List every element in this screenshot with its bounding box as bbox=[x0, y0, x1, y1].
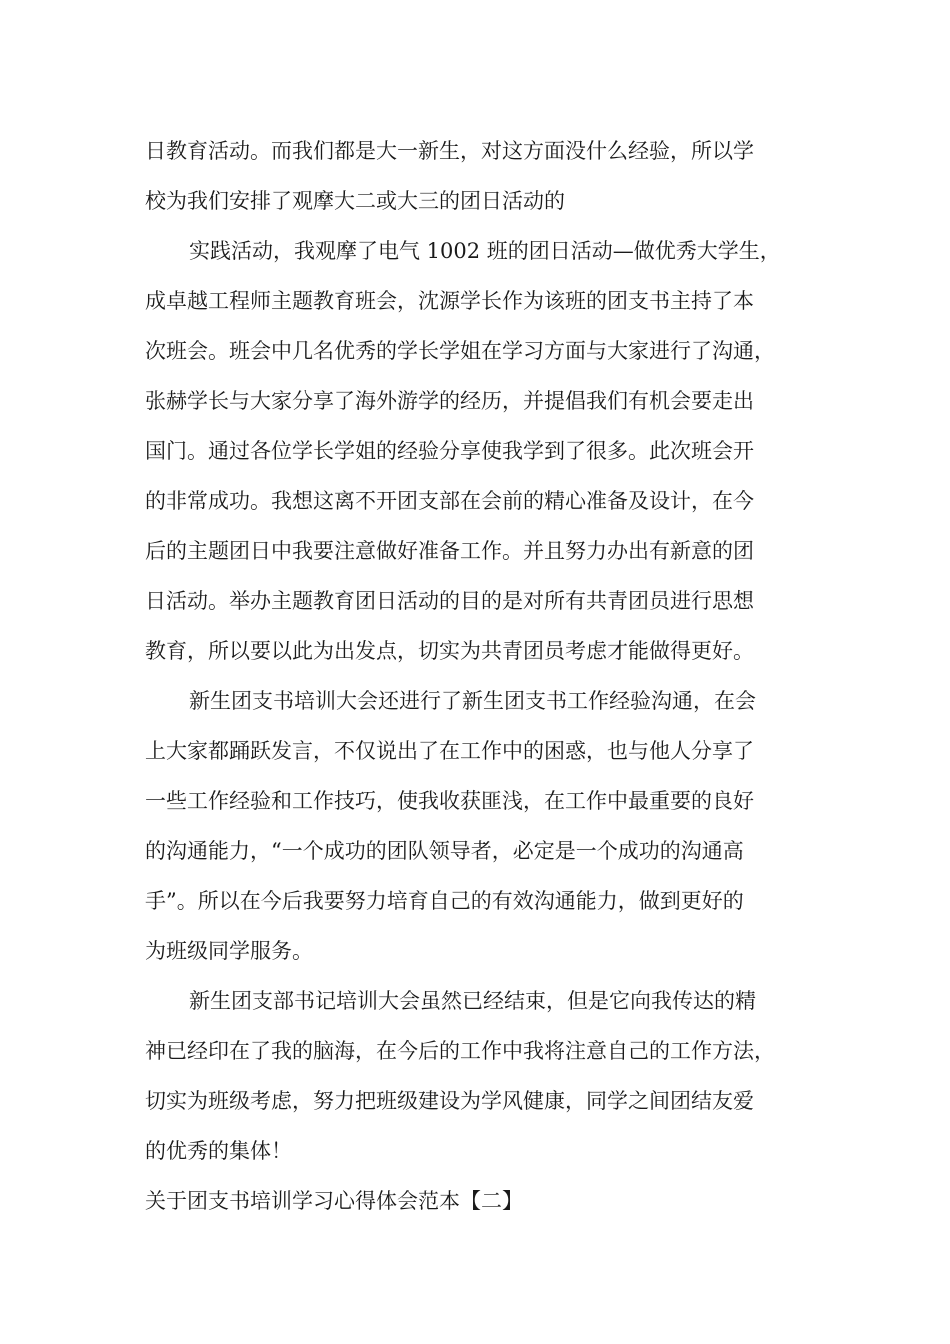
paragraph-start-line: 实践活动，我观摩了电气 1002 班的团日活动—做优秀大学生， bbox=[189, 239, 781, 263]
text-line: 后的主题团日中我要注意做好准备工作。并且努力办出有新意的团 bbox=[145, 539, 754, 563]
section-heading: 关于团支书培训学习心得体会范本【二】 bbox=[145, 1189, 523, 1213]
text-line: 日活动。举办主题教育团日活动的目的是对所有共青团员进行思想 bbox=[145, 589, 754, 613]
text-line: 手”。所以在今后我要努力培育自己的有效沟通能力，做到更好的 bbox=[145, 889, 744, 913]
text-line: 神已经印在了我的脑海，在今后的工作中我将注意自己的工作方法， bbox=[145, 1039, 775, 1063]
text-line: 校为我们安排了观摩大二或大三的团日活动的 bbox=[145, 189, 565, 213]
text-line: 为班级同学服务。 bbox=[145, 939, 313, 963]
text-line: 一些工作经验和工作技巧，使我收获匪浅，在工作中最重要的良好 bbox=[145, 789, 754, 813]
paragraph-start-line: 新生团支书培训大会还进行了新生团支书工作经验沟通，在会 bbox=[189, 689, 756, 713]
text-line: 上大家都踊跃发言，不仅说出了在工作中的困惑，也与他人分享了 bbox=[145, 739, 754, 763]
text-line: 教育，所以要以此为出发点，切实为共青团员考虑才能做得更好。 bbox=[145, 639, 754, 663]
text-line: 的优秀的集体！ bbox=[145, 1139, 292, 1163]
text-line: 日教育活动。而我们都是大一新生，对这方面没什么经验，所以学 bbox=[145, 139, 754, 163]
text-line: 国门。通过各位学长学姐的经验分享使我学到了很多。此次班会开 bbox=[145, 439, 754, 463]
text-line: 的非常成功。我想这离不开团支部在会前的精心准备及设计，在今 bbox=[145, 489, 754, 513]
text-line: 切实为班级考虑，努力把班级建设为学风健康，同学之间团结友爱 bbox=[145, 1089, 754, 1113]
text-line: 次班会。班会中几名优秀的学长学姐在学习方面与大家进行了沟通， bbox=[145, 339, 775, 363]
paragraph-start-line: 新生团支部书记培训大会虽然已经结束，但是它向我传达的精 bbox=[189, 989, 756, 1013]
text-line: 的沟通能力，“一个成功的团队领导者，必定是一个成功的沟通高 bbox=[145, 839, 744, 863]
text-line: 成卓越工程师主题教育班会，沈源学长作为该班的团支书主持了本 bbox=[145, 289, 754, 313]
text-line: 张赫学长与大家分享了海外游学的经历，并提倡我们有机会要走出 bbox=[145, 389, 754, 413]
